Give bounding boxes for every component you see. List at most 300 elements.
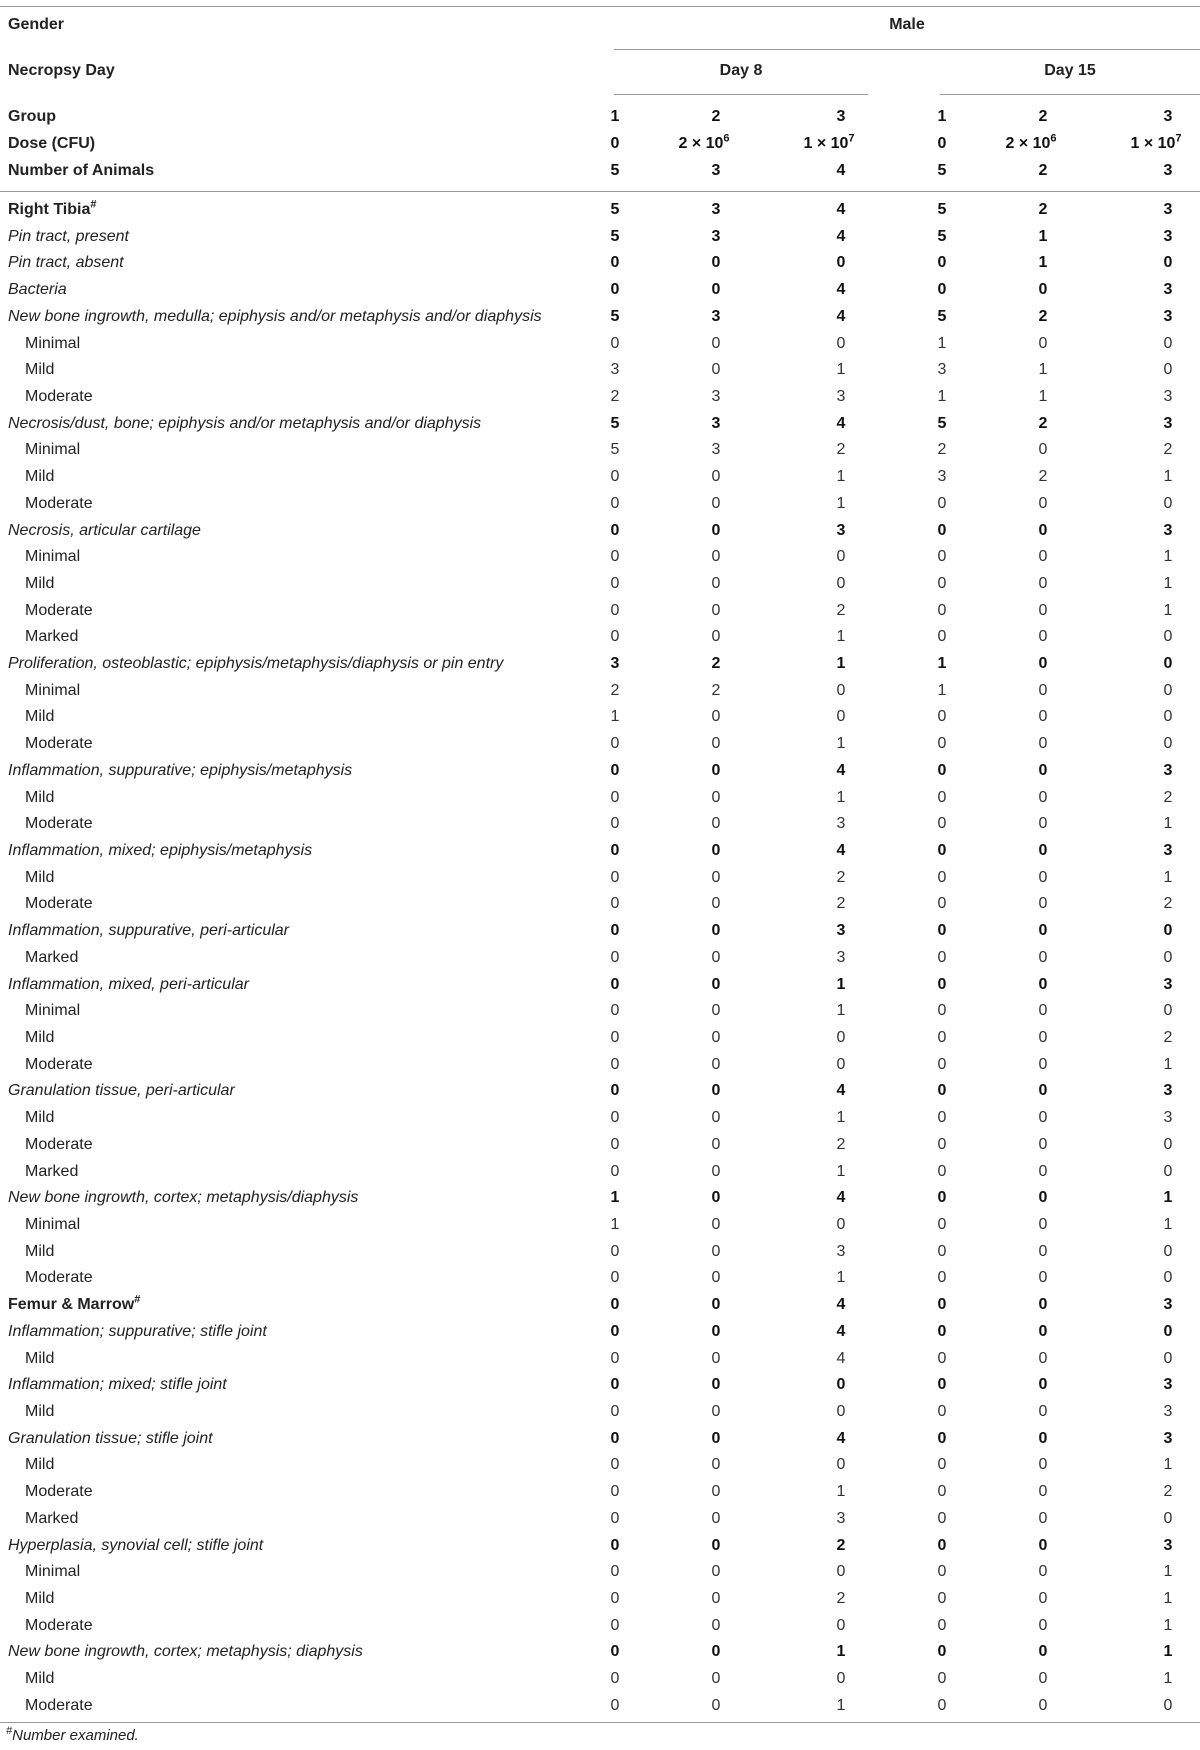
group-number: 1 — [937, 108, 947, 125]
cell-value: 2 — [610, 681, 620, 699]
cell-value: 0 — [711, 1162, 721, 1180]
row-label-text: Minimal — [25, 334, 81, 352]
cell-value: 0 — [937, 1509, 947, 1527]
cell-value: 1 — [1038, 254, 1048, 272]
dose-exponent: 7 — [848, 132, 855, 145]
row-label-text: Necrosis/dust, bone; epiphysis and/or metaphysis and/or diaphysis — [8, 414, 482, 432]
row-label — [8, 1537, 263, 1555]
row-label-text: Mild — [25, 708, 55, 726]
cell-value: 3 — [1163, 842, 1173, 860]
cell-value: 0 — [1163, 681, 1173, 699]
cell-value: 0 — [1163, 361, 1173, 379]
cell-value: 0 — [711, 1109, 721, 1127]
cell-value: 1 — [1163, 601, 1173, 619]
cell-value: 0 — [1163, 494, 1173, 512]
cell-value: 0 — [610, 281, 620, 299]
cell-value: 0 — [610, 1082, 620, 1100]
row-label-text: Hyperplasia, synovial cell; stifle joint — [8, 1536, 264, 1554]
cell-value: 0 — [711, 1242, 721, 1260]
cell-value: 0 — [836, 1670, 846, 1688]
cell-value: 0 — [1163, 922, 1173, 940]
cell-value: 5 — [937, 201, 947, 218]
row-label — [25, 335, 80, 353]
cell-value: 2 — [711, 681, 721, 699]
cell-value: 0 — [937, 1135, 947, 1153]
cell-value: 0 — [711, 1456, 721, 1474]
row-label-text: Inflammation, suppurative; epiphysis/metaphysis — [8, 761, 353, 779]
cell-value: 3 — [711, 441, 721, 459]
row-label — [25, 708, 54, 726]
row-label-text: Pin tract, absent — [8, 254, 124, 272]
row-label-text: Moderate — [25, 735, 93, 753]
cell-value: 0 — [1163, 628, 1173, 646]
dose-base: 1 × 10 — [1130, 135, 1176, 152]
cell-value: 1 — [1163, 1189, 1173, 1207]
cell-value: 1 — [836, 1696, 846, 1714]
bottom-rule — [0, 1722, 1200, 1723]
row-label-text: Moderate — [25, 1483, 93, 1501]
cell-value: 0 — [937, 1082, 947, 1100]
cell-value: 1 — [836, 655, 846, 673]
cell-value: 1 — [1163, 1616, 1173, 1634]
cell-value: 0 — [1038, 441, 1048, 459]
cell-value: 0 — [610, 1589, 620, 1607]
cell-value: 0 — [1038, 1296, 1048, 1314]
row-label-text: Minimal — [25, 681, 81, 699]
cell-value: 0 — [711, 254, 721, 272]
row-label — [8, 415, 481, 433]
row-label-text: Mild — [25, 1349, 55, 1367]
cell-value: 3 — [1163, 1109, 1173, 1127]
cell-value: 0 — [711, 334, 721, 352]
cell-value: 0 — [711, 895, 721, 913]
cell-value: 0 — [1038, 628, 1048, 646]
cell-value: 0 — [1038, 1483, 1048, 1501]
cell-value: 0 — [711, 868, 721, 886]
cell-value: 1 — [836, 1269, 846, 1287]
cell-value: 0 — [711, 1563, 721, 1581]
cell-value: 0 — [937, 842, 947, 860]
row-label — [8, 1189, 358, 1207]
cell-value: 0 — [711, 1589, 721, 1607]
cell-value: 0 — [937, 281, 947, 299]
cell-value: 5 — [610, 441, 620, 459]
cell-value: 2 — [711, 655, 721, 673]
necropsy-day-label: Necropsy Day — [8, 62, 115, 79]
cell-value: 0 — [1038, 1376, 1048, 1394]
cell-value: 0 — [1038, 975, 1048, 993]
cell-value: 0 — [610, 1349, 620, 1367]
cell-value: 0 — [937, 1189, 947, 1207]
cell-value: 0 — [836, 548, 846, 566]
cell-value: 0 — [1038, 1402, 1048, 1420]
animals-label: Number of Animals — [8, 162, 155, 179]
cell-value: 0 — [610, 1269, 620, 1287]
cell-value: 0 — [1038, 1269, 1048, 1287]
dose-exponent: 7 — [1175, 132, 1182, 145]
cell-value: 4 — [836, 1296, 846, 1314]
cell-value: 0 — [1163, 1696, 1173, 1714]
cell-value: 0 — [1163, 1242, 1173, 1260]
cell-value: 0 — [937, 1162, 947, 1180]
row-label-text: Minimal — [25, 1215, 81, 1233]
row-label — [25, 1697, 93, 1715]
cell-value: 0 — [711, 1029, 721, 1046]
row-label-text: Pin tract, present — [8, 227, 129, 245]
dose-exponent: 6 — [1050, 132, 1057, 145]
cell-value: 0 — [1163, 254, 1173, 272]
cell-value: 0 — [711, 975, 721, 993]
cell-value: 1 — [937, 681, 947, 699]
cell-value: 0 — [610, 628, 620, 646]
row-label-text: Bacteria — [8, 281, 67, 299]
cell-value: 0 — [937, 494, 947, 512]
cell-value: 0 — [937, 1349, 947, 1367]
group-number: 3 — [836, 108, 846, 125]
row-label — [25, 1243, 54, 1261]
cell-value: 0 — [610, 1376, 620, 1394]
cell-value: 0 — [610, 1616, 620, 1634]
cell-value: 1 — [836, 735, 846, 753]
row-label-text: Mild — [25, 1402, 55, 1420]
row-label — [25, 441, 80, 459]
cell-value: 3 — [937, 468, 947, 486]
row-label — [8, 522, 201, 540]
cell-value: 3 — [711, 387, 721, 405]
cell-value: 0 — [610, 494, 620, 512]
cell-value: 0 — [610, 1509, 620, 1527]
row-label — [25, 1136, 93, 1154]
cell-value: 3 — [1163, 521, 1173, 539]
cell-value: 0 — [711, 521, 721, 539]
cell-value: 1 — [610, 1215, 620, 1233]
cell-value: 2 — [836, 1589, 846, 1607]
cell-value: 0 — [937, 628, 947, 646]
cell-value: 1 — [836, 1002, 846, 1020]
cell-value: 3 — [836, 922, 846, 940]
row-label — [8, 922, 289, 940]
cell-value: 0 — [610, 815, 620, 833]
cell-value: 2 — [1163, 788, 1173, 806]
row-label — [25, 388, 93, 406]
cell-value: 0 — [1163, 1135, 1173, 1153]
cell-value: 0 — [711, 361, 721, 379]
row-label — [25, 1563, 80, 1581]
cell-value: 0 — [711, 1429, 721, 1447]
cell-value: 0 — [937, 1429, 947, 1447]
row-label — [25, 815, 93, 833]
row-label-text: Moderate — [25, 1135, 93, 1153]
cell-value: 0 — [711, 948, 721, 966]
cell-value: 3 — [937, 361, 947, 379]
footnote-mark: # — [6, 1725, 13, 1737]
cell-value: 1 — [836, 1643, 846, 1661]
cell-value: 3 — [711, 201, 721, 218]
cell-value: 1 — [836, 788, 846, 806]
cell-value: 0 — [1038, 948, 1048, 966]
dose-base: 0 — [610, 135, 620, 152]
cell-value: 3 — [1163, 1402, 1173, 1420]
row-label — [25, 602, 93, 620]
cell-value: 3 — [1163, 281, 1173, 299]
cell-value: 0 — [937, 815, 947, 833]
cell-value: 0 — [1038, 1162, 1048, 1180]
cell-value: 0 — [836, 334, 846, 352]
cell-value: 0 — [711, 1322, 721, 1340]
animal-count: 3 — [711, 162, 721, 179]
cell-value: 1 — [836, 975, 846, 993]
cell-value: 1 — [937, 655, 947, 673]
cell-value: 1 — [1163, 1456, 1173, 1474]
cell-value: 0 — [1038, 761, 1048, 779]
cell-value: 0 — [610, 601, 620, 619]
cell-value: 0 — [610, 1456, 620, 1474]
cell-value: 0 — [1038, 281, 1048, 299]
cell-value: 0 — [610, 1563, 620, 1581]
cell-value: 1 — [836, 494, 846, 512]
cell-value: 2 — [1038, 468, 1048, 486]
cell-value: 0 — [937, 895, 947, 913]
dose-value — [565, 135, 665, 153]
row-label — [25, 1216, 80, 1234]
cell-value: 0 — [1163, 334, 1173, 352]
dose-value — [981, 132, 1081, 153]
group-number: 3 — [1163, 108, 1173, 125]
row-label-text: Right Tibia — [8, 201, 91, 218]
cell-value: 4 — [836, 1349, 846, 1367]
row-label-text: Marked — [25, 948, 79, 966]
row-label-text: Mild — [25, 868, 55, 886]
cell-value: 0 — [610, 334, 620, 352]
cell-value: 0 — [610, 868, 620, 886]
cell-value: 0 — [1038, 708, 1048, 726]
cell-value: 4 — [836, 842, 846, 860]
cell-value: 0 — [836, 1215, 846, 1233]
cell-value: 0 — [711, 1189, 721, 1207]
cell-value: 0 — [610, 468, 620, 486]
cell-value: 0 — [1038, 574, 1048, 592]
row-label-text: Minimal — [25, 1002, 81, 1020]
cell-value: 2 — [610, 387, 620, 405]
row-label — [25, 361, 54, 379]
cell-value: 0 — [937, 1376, 947, 1394]
cell-value: 2 — [1038, 307, 1048, 325]
cell-value: 0 — [1163, 1162, 1173, 1180]
row-label — [8, 1643, 363, 1661]
cell-value: 0 — [711, 1296, 721, 1314]
cell-value: 0 — [610, 788, 620, 806]
cell-value: 0 — [1038, 1696, 1048, 1714]
cell-value: 1 — [1163, 1643, 1173, 1661]
cell-value: 0 — [711, 548, 721, 566]
cell-value: 0 — [1163, 1509, 1173, 1527]
cell-value: 1 — [610, 708, 620, 726]
row-label — [8, 1376, 227, 1394]
cell-value: 1 — [1163, 1589, 1173, 1607]
cell-value: 0 — [1038, 1029, 1048, 1046]
row-label-footnote-mark: # — [90, 198, 97, 211]
cell-value: 0 — [610, 735, 620, 753]
cell-value: 0 — [1038, 494, 1048, 512]
cell-value: 0 — [937, 1643, 947, 1661]
cell-value: 0 — [1038, 1616, 1048, 1634]
cell-value: 0 — [1038, 1135, 1048, 1153]
header-rule — [0, 191, 1200, 192]
cell-value: 3 — [1163, 1429, 1173, 1447]
cell-value: 0 — [836, 1563, 846, 1581]
cell-value: 5 — [937, 307, 947, 325]
cell-value: 1 — [937, 387, 947, 405]
row-label — [25, 1403, 54, 1421]
cell-value: 0 — [937, 1269, 947, 1287]
row-label-text: Mild — [25, 1670, 55, 1688]
cell-value: 1 — [836, 1162, 846, 1180]
cell-value: 0 — [937, 761, 947, 779]
cell-value: 0 — [711, 1082, 721, 1100]
cell-value: 3 — [711, 307, 721, 325]
row-label — [25, 1163, 78, 1181]
row-label — [25, 869, 54, 887]
cell-value: 0 — [937, 1109, 947, 1127]
row-label — [25, 1056, 93, 1074]
cell-value: 0 — [610, 1296, 620, 1314]
cell-value: 4 — [836, 201, 846, 218]
cell-value: 3 — [836, 815, 846, 833]
group-number: 2 — [711, 108, 721, 125]
cell-value: 0 — [937, 1563, 947, 1581]
row-label-text: Granulation tissue; stifle joint — [8, 1429, 213, 1447]
cell-value: 5 — [610, 227, 620, 245]
row-label — [25, 789, 54, 807]
gender-label: Gender — [8, 16, 65, 33]
cell-value: 3 — [836, 948, 846, 966]
row-label-text: Necrosis, articular cartilage — [8, 521, 201, 539]
cell-value: 0 — [711, 574, 721, 592]
cell-value: 0 — [711, 815, 721, 833]
cell-value: 0 — [937, 1402, 947, 1420]
cell-value: 2 — [836, 895, 846, 913]
cell-value: 0 — [610, 1002, 620, 1020]
row-label — [25, 575, 54, 593]
cell-value: 0 — [610, 842, 620, 860]
row-label-text: Mild — [25, 1029, 55, 1046]
cell-value: 0 — [1038, 868, 1048, 886]
cell-value: 0 — [711, 1135, 721, 1153]
row-label — [25, 1350, 54, 1368]
cell-value: 0 — [610, 922, 620, 940]
cell-value: 0 — [610, 1696, 620, 1714]
row-label — [25, 682, 80, 700]
cell-value: 0 — [711, 735, 721, 753]
cell-value: 0 — [836, 254, 846, 272]
dose-value — [1106, 132, 1200, 153]
cell-value: 0 — [937, 1696, 947, 1714]
cell-value: 0 — [1038, 1589, 1048, 1607]
cell-value: 0 — [937, 1616, 947, 1634]
cell-value: 0 — [1038, 895, 1048, 913]
cell-value: 0 — [937, 1029, 947, 1046]
cell-value: 0 — [1038, 548, 1048, 566]
day-8-header: Day 8 — [719, 62, 763, 79]
cell-value: 0 — [937, 1589, 947, 1607]
cell-value: 0 — [610, 1242, 620, 1260]
dose-label: Dose (CFU) — [8, 135, 96, 152]
dose-value — [654, 132, 754, 153]
cell-value: 3 — [1163, 1376, 1173, 1394]
cell-value: 1 — [836, 468, 846, 486]
cell-value: 0 — [937, 708, 947, 726]
cell-value: 3 — [1163, 1536, 1173, 1554]
cell-value: 0 — [937, 735, 947, 753]
cell-value: 0 — [711, 1509, 721, 1527]
row-label-text: Moderate — [25, 815, 93, 833]
cell-value: 0 — [711, 601, 721, 619]
cell-value: 3 — [836, 1509, 846, 1527]
cell-value: 0 — [1163, 948, 1173, 966]
cell-value: 0 — [711, 1536, 721, 1554]
cell-value: 0 — [937, 1536, 947, 1554]
row-label — [25, 1483, 93, 1501]
cell-value: 0 — [711, 1055, 721, 1073]
cell-value: 0 — [937, 922, 947, 940]
row-label-text: New bone ingrowth, medulla; epiphysis and/or metaphysis and/or diaphysis — [8, 307, 542, 325]
row-label-text: Mild — [25, 468, 55, 486]
row-label — [8, 228, 129, 246]
cell-value: 5 — [610, 307, 620, 325]
row-label-text: Marked — [25, 1162, 79, 1180]
cell-value: 0 — [937, 1002, 947, 1020]
cell-value: 2 — [1163, 1483, 1173, 1501]
cell-value: 0 — [1038, 1349, 1048, 1367]
cell-value: 0 — [610, 1135, 620, 1153]
cell-value: 0 — [1038, 842, 1048, 860]
cell-value: 1 — [1163, 1215, 1173, 1233]
cell-value: 5 — [610, 414, 620, 432]
row-label — [25, 1590, 54, 1608]
cell-value: 2 — [836, 601, 846, 619]
cell-value: 0 — [610, 975, 620, 993]
cell-value: 3 — [610, 655, 620, 673]
cell-value: 0 — [836, 1616, 846, 1634]
cell-value: 0 — [610, 1055, 620, 1073]
cell-value: 5 — [937, 227, 947, 245]
cell-value: 0 — [711, 1002, 721, 1020]
cell-value: 3 — [1163, 761, 1173, 779]
row-label-text: Moderate — [25, 494, 93, 512]
row-label — [25, 1617, 93, 1635]
cell-value: 3 — [1163, 227, 1173, 245]
cell-value: 0 — [610, 1029, 620, 1046]
cell-value: 0 — [1163, 708, 1173, 726]
group-label: Group — [8, 108, 56, 125]
row-label-text: Minimal — [25, 548, 81, 566]
row-label — [8, 1293, 141, 1314]
cell-value: 0 — [711, 1269, 721, 1287]
cell-value: 0 — [711, 468, 721, 486]
dose-exponent: 6 — [723, 132, 730, 145]
cell-value: 1 — [610, 1189, 620, 1207]
cell-value: 1 — [836, 1109, 846, 1127]
cell-value: 3 — [1163, 975, 1173, 993]
gender-rule — [614, 49, 1200, 50]
cell-value: 0 — [937, 521, 947, 539]
cell-value: 0 — [937, 1215, 947, 1233]
row-label — [25, 735, 93, 753]
cell-value: 0 — [1038, 1242, 1048, 1260]
cell-value: 0 — [610, 1322, 620, 1340]
cell-value: 0 — [937, 574, 947, 592]
row-label-text: Minimal — [25, 441, 81, 459]
